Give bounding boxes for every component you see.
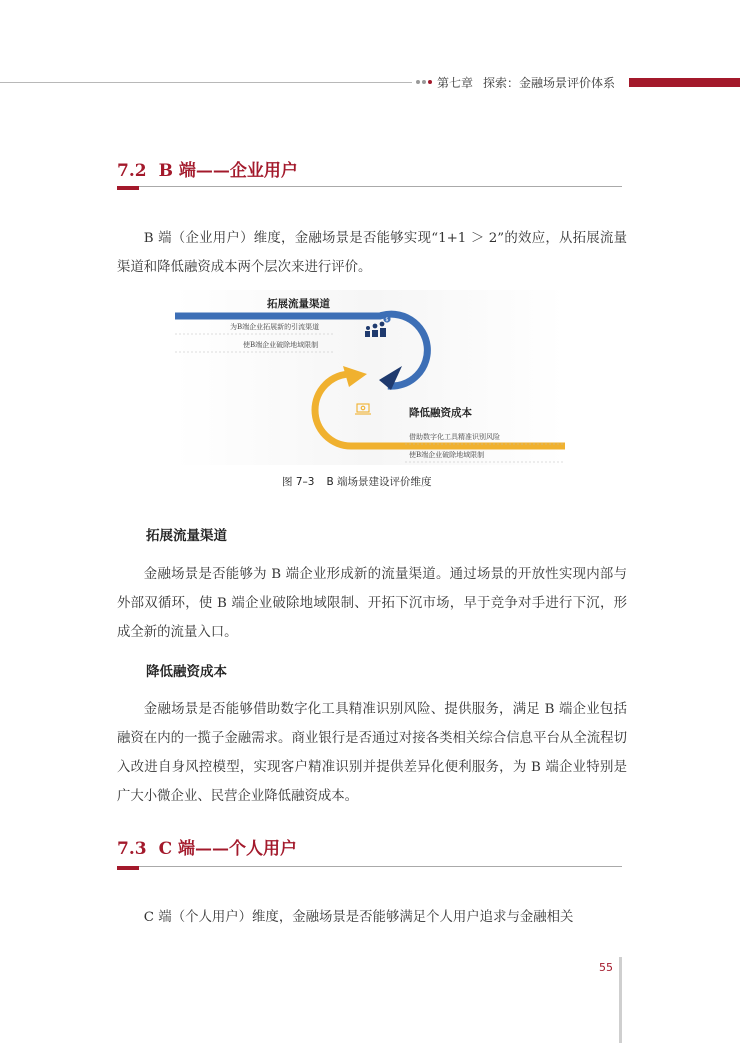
section-rule [117, 866, 622, 867]
section-number: 7.3 [117, 839, 147, 859]
page-edge-bar [619, 957, 622, 1043]
figure-7-3 [175, 290, 565, 465]
page-number: 55 [599, 961, 613, 974]
subsection-text: 金融场景是否能够为 B 端企业形成新的流量渠道。通过场景的开放性实现内部与外部双循环，使 B 端企业破除地域限制、开拓下沉市场，早于竞争对手进行下沉，形成全新的流量入口。 [117, 567, 627, 640]
running-header [437, 74, 615, 91]
figure-caption-text: B 端场景建设评价维度 [326, 476, 432, 488]
figure-top-item: 使B端企业破除地域限制 [243, 341, 319, 349]
figure-caption-number: 图 7–3 [282, 476, 315, 488]
section-title [117, 834, 297, 859]
section-number: 7.2 [117, 161, 147, 181]
header-dot-icon [416, 80, 420, 84]
subsection-text: 金融场景是否能够借助数字化工具精准识别风险、提供服务，满足 B 端企业包括融资在内的一揽子金融需求。商业银行是否通过对接各类相关综合信息平台从全流程切入改进自身风控模型，实现客户精准识别并提供差异化便利服务，为 B 端企业特别是广大小微企业、民营企业降低融资成本。 [117, 702, 627, 804]
header-dot-icon [428, 80, 432, 84]
section-intro: B 端（企业用户）维度，金融场景是否能够实现“1+1 ＞ 2”的效应，从拓展流量渠道和降低融资成本两个层次来进行评价。 [117, 231, 627, 275]
subsection-heading: 拓展流量渠道 [146, 528, 227, 544]
svg-text:$: $ [385, 317, 389, 323]
section-rule [117, 186, 622, 187]
section-heading: C 端——个人用户 [158, 839, 298, 859]
figure-bottom-heading: 降低融资成本 [409, 407, 472, 419]
figure-top-item: 为B端企业拓展新的引流渠道 [230, 323, 320, 331]
figure-top-heading: 拓展流量渠道 [267, 298, 330, 310]
figure-graphic [175, 290, 565, 465]
header-chapter-title: 探索：金融场景评价体系 [483, 76, 616, 90]
figure-caption [282, 474, 432, 489]
section-intro: C 端（个人用户）维度，金融场景是否能够满足个人用户追求与金融相关 [143, 910, 574, 925]
section-heading: B 端——企业用户 [158, 161, 298, 181]
figure-bottom-item: 使B端企业破除地域限制 [409, 451, 485, 459]
subsection-heading: 降低融资成本 [146, 664, 227, 680]
header-accent-bar [629, 78, 740, 87]
header-rule [0, 82, 412, 83]
section-title [117, 156, 298, 181]
section-marker [117, 186, 139, 190]
header-dot-icon [422, 80, 426, 84]
figure-bottom-item: 借助数字化工具精准识别风险 [409, 433, 500, 441]
section-marker [117, 866, 139, 870]
header-chapter-label: 第七章 [437, 76, 474, 90]
